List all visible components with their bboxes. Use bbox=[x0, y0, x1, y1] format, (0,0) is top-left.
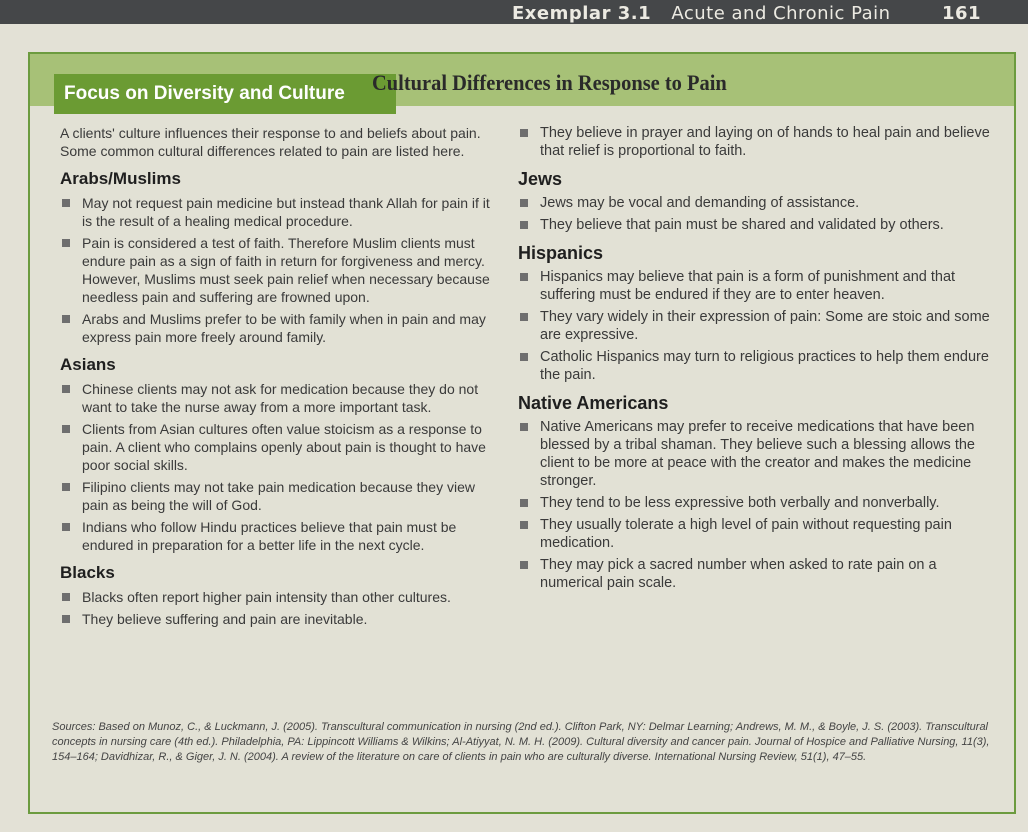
bullet-square-icon bbox=[62, 593, 70, 601]
exemplar-label: Exemplar 3.1 bbox=[512, 3, 652, 24]
list-item: Arabs and Muslims prefer to be with family when in pain and may express pain more freely around family. bbox=[60, 310, 492, 346]
list-item: They believe in prayer and laying on of hands to heal pain and believe that relief is proportional to faith. bbox=[518, 124, 990, 160]
bullet-square-icon bbox=[62, 239, 70, 247]
list-item: Chinese clients may not ask for medication because they do not want to take the nurse away from a more important task. bbox=[60, 380, 492, 416]
list-item: Jews may be vocal and demanding of assistance. bbox=[518, 194, 990, 212]
bullet-square-icon bbox=[520, 199, 528, 207]
list-item: They usually tolerate a high level of pain without requesting pain medication. bbox=[518, 516, 990, 552]
bullet-square-icon bbox=[62, 483, 70, 491]
page-number: 161 bbox=[942, 3, 982, 24]
bullet-square-icon bbox=[520, 221, 528, 229]
feature-box bbox=[28, 52, 1016, 814]
bullet-square-icon bbox=[520, 129, 528, 137]
list-item: Blacks often report higher pain intensity than other cultures. bbox=[60, 588, 492, 606]
heading-asians: Asians bbox=[60, 355, 116, 374]
feature-tab: Focus on Diversity and Culture bbox=[54, 74, 396, 114]
list-item: Native Americans may prefer to receive medications that have been blessed by a tribal shaman. They believe such a blessing allows the client to be more at peace with the creator and makes the medicine stronger. bbox=[518, 418, 990, 490]
bullet-square-icon bbox=[62, 523, 70, 531]
bullet-square-icon bbox=[62, 385, 70, 393]
bullet-square-icon bbox=[62, 315, 70, 323]
list-item: Clients from Asian cultures often value stoicism as a response to pain. A client who complains openly about pain is thought to have poor social skills. bbox=[60, 420, 492, 474]
running-head-title: Acute and Chronic Pain bbox=[671, 3, 891, 24]
sources-citation: Sources: Based on Munoz, C., & Luckmann, J. (2005). Transcultural communication in nursing (2nd ed.). Clifton Park, NY: Delmar Learning; Andrews, M. M., & Boyle, J. S. (2003). Transcultural concepts in nursing care (4th ed.). Philadelphia, PA: Lippincott Williams & Wilkins; Al-Atiyyat, N. M. H. (2009). Cultural diversity and cancer pain. Journal of Hospice and Palliative Nursing, 11(3), 154–164; Davidhizar, R., & Giger, J. N. (2004). A review of the literature on care of clients in pain who are culturally diverse. International Nursing Review, 51(1), 47–55. bbox=[52, 721, 990, 763]
heading-blacks: Blacks bbox=[60, 563, 115, 582]
bullet-square-icon bbox=[520, 273, 528, 281]
list-item: Indians who follow Hindu practices believe that pain must be endured in preparation for a better life in the next cycle. bbox=[60, 518, 492, 554]
bullet-square-icon bbox=[520, 499, 528, 507]
list-item: May not request pain medicine but instead thank Allah for pain if it is the result of a healing medical procedure. bbox=[60, 194, 492, 230]
bullet-square-icon bbox=[520, 521, 528, 529]
bullet-square-icon bbox=[520, 353, 528, 361]
bullet-square-icon bbox=[520, 313, 528, 321]
bullet-square-icon bbox=[62, 425, 70, 433]
heading-jews: Jews bbox=[518, 169, 563, 189]
running-head bbox=[512, 3, 982, 24]
list-item: They believe that pain must be shared and validated by others. bbox=[518, 216, 990, 234]
page bbox=[0, 24, 1028, 832]
intro-text: A clients' culture influences their response to and beliefs about pain. Some common cultural differences related to pain are listed here. bbox=[60, 125, 481, 159]
list-item: They vary widely in their expression of pain: Some are stoic and some are expressive. bbox=[518, 308, 990, 344]
left-column bbox=[60, 124, 492, 632]
list-item: They tend to be less expressive both verbally and nonverbally. bbox=[518, 494, 990, 512]
heading-native-americans: Native Americans bbox=[518, 393, 669, 413]
list-item: They believe suffering and pain are inevitable. bbox=[60, 610, 492, 628]
list-item: Filipino clients may not take pain medication because they view pain as being the will of God. bbox=[60, 478, 492, 514]
list-item: Pain is considered a test of faith. Therefore Muslim clients must endure pain as a sign of faith in return for forgiveness and mercy. However, Muslims must seek pain relief when necessary because needless pain and suffering are frowned upon. bbox=[60, 234, 492, 306]
bullet-square-icon bbox=[62, 199, 70, 207]
bullet-square-icon bbox=[520, 423, 528, 431]
list-item: They may pick a sacred number when asked to rate pain on a numerical pain scale. bbox=[518, 556, 990, 592]
list-item: Catholic Hispanics may turn to religious practices to help them endure the pain. bbox=[518, 348, 990, 384]
bullet-square-icon bbox=[62, 615, 70, 623]
right-column bbox=[518, 124, 990, 596]
heading-hispanics: Hispanics bbox=[518, 243, 604, 263]
list-item: Hispanics may believe that pain is a form of punishment and that suffering must be endured if they are to enter heaven. bbox=[518, 268, 990, 304]
feature-title: Cultural Differences in Response to Pain bbox=[372, 70, 727, 95]
heading-arabs: Arabs/Muslims bbox=[60, 169, 181, 188]
bullet-square-icon bbox=[520, 561, 528, 569]
